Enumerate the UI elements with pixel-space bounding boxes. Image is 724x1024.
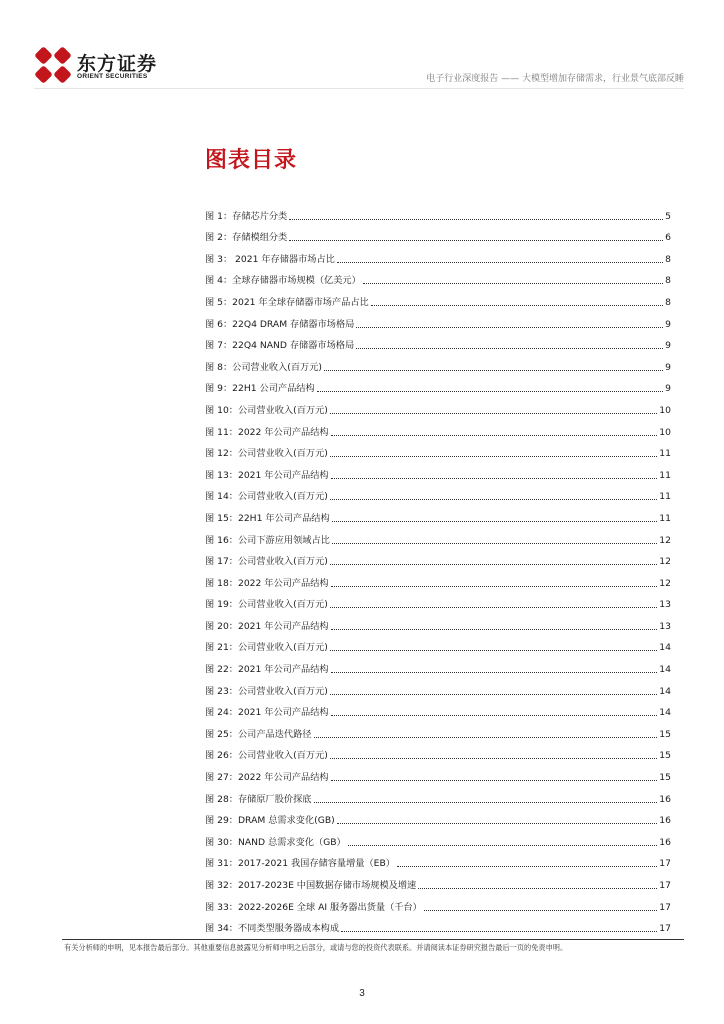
toc-entry[interactable] bbox=[205, 502, 671, 524]
toc-entry-label: 图 28：存储原厂股价探底 bbox=[205, 793, 312, 805]
toc-entry-page: 9 bbox=[665, 340, 671, 352]
toc-leader-dots bbox=[356, 347, 663, 349]
toc-leader-dots bbox=[330, 412, 657, 414]
toc-leader-dots bbox=[331, 477, 658, 479]
toc-entry-page: 15 bbox=[659, 728, 671, 740]
page-number: 3 bbox=[359, 988, 365, 999]
toc-entry-page: 12 bbox=[659, 577, 671, 589]
toc-entry[interactable] bbox=[205, 308, 671, 330]
toc-leader-dots bbox=[418, 887, 657, 889]
toc-entry[interactable] bbox=[205, 589, 671, 611]
toc-entry-label: 图 34：不同类型服务器成本构成 bbox=[205, 923, 340, 935]
toc-entry-page: 8 bbox=[665, 275, 671, 287]
toc-entry-page: 5 bbox=[665, 210, 671, 222]
toc-entry[interactable] bbox=[205, 869, 671, 891]
toc-entry-page: 12 bbox=[659, 556, 671, 568]
toc-entry-page: 11 bbox=[659, 469, 671, 481]
toc-leader-dots bbox=[356, 326, 663, 328]
toc-leader-dots bbox=[324, 369, 663, 371]
toc-entry[interactable] bbox=[205, 675, 671, 697]
toc-entry-page: 9 bbox=[665, 361, 671, 373]
table-of-figures bbox=[205, 200, 671, 934]
toc-leader-dots bbox=[363, 282, 663, 284]
toc-entry[interactable] bbox=[205, 373, 671, 395]
toc-entry-page: 8 bbox=[665, 253, 671, 265]
toc-leader-dots bbox=[341, 930, 657, 932]
toc-entry-label: 图 24：2021 年公司产品结构 bbox=[205, 707, 329, 719]
toc-entry-label: 图 6：22Q4 DRAM 存储器市场格局 bbox=[205, 318, 355, 330]
page-header bbox=[0, 0, 724, 100]
toc-entry-label: 图 19：公司营业收入(百万元) bbox=[205, 599, 328, 611]
toc-entry-page: 13 bbox=[659, 620, 671, 632]
toc-leader-dots bbox=[331, 434, 658, 436]
toc-entry-label: 图 7：22Q4 NAND 存储器市场格局 bbox=[205, 340, 355, 352]
toc-entry-page: 15 bbox=[659, 772, 671, 784]
toc-leader-dots bbox=[330, 498, 657, 500]
toc-leader-dots bbox=[289, 239, 663, 241]
toc-leader-dots bbox=[331, 585, 658, 587]
toc-leader-dots bbox=[314, 801, 658, 803]
toc-entry-page: 10 bbox=[659, 426, 671, 438]
toc-entry[interactable] bbox=[205, 783, 671, 805]
toc-leader-dots bbox=[332, 520, 658, 522]
toc-heading: 图表目录 bbox=[205, 148, 298, 173]
toc-leader-dots bbox=[330, 563, 657, 565]
toc-entry-page: 16 bbox=[659, 793, 671, 805]
toc-entry-page: 10 bbox=[659, 404, 671, 416]
toc-leader-dots bbox=[330, 757, 657, 759]
toc-entry-page: 9 bbox=[665, 383, 671, 395]
toc-entry[interactable] bbox=[205, 567, 671, 589]
toc-entry-label: 图 12：公司营业收入(百万元) bbox=[205, 448, 328, 460]
toc-entry[interactable] bbox=[205, 524, 671, 546]
toc-leader-dots bbox=[289, 218, 663, 220]
toc-entry[interactable] bbox=[205, 891, 671, 913]
toc-leader-dots bbox=[330, 649, 657, 651]
toc-entry[interactable] bbox=[205, 481, 671, 503]
toc-entry-label: 图 21：公司营业收入(百万元) bbox=[205, 642, 328, 654]
toc-entry-label: 图 8：公司营业收入(百万元) bbox=[205, 361, 322, 373]
toc-entry-label: 图 9：22H1 公司产品结构 bbox=[205, 383, 315, 395]
toc-leader-dots bbox=[330, 606, 657, 608]
toc-entry-page: 14 bbox=[659, 707, 671, 719]
toc-leader-dots bbox=[332, 542, 657, 544]
toc-entry-label: 图 27：2022 年公司产品结构 bbox=[205, 772, 329, 784]
toc-entry[interactable] bbox=[205, 438, 671, 460]
toc-entry-label: 图 25：公司产品迭代路径 bbox=[205, 728, 312, 740]
toc-leader-dots bbox=[337, 822, 658, 824]
toc-entry[interactable] bbox=[205, 632, 671, 654]
toc-leader-dots bbox=[337, 261, 663, 263]
toc-entry[interactable] bbox=[205, 761, 671, 783]
toc-entry-label: 图 22：2021 年公司产品结构 bbox=[205, 664, 329, 676]
toc-entry[interactable] bbox=[205, 265, 671, 287]
toc-entry-page: 15 bbox=[659, 750, 671, 762]
toc-entry[interactable] bbox=[205, 200, 671, 222]
toc-entry[interactable] bbox=[205, 459, 671, 481]
toc-leader-dots bbox=[348, 844, 658, 846]
toc-entry-label: 图 30：NAND 总需求变化（GB） bbox=[205, 836, 346, 848]
toc-entry-page: 16 bbox=[659, 836, 671, 848]
toc-leader-dots bbox=[314, 736, 658, 738]
toc-entry-page: 11 bbox=[659, 491, 671, 503]
orient-securities-logo-icon bbox=[34, 46, 72, 84]
toc-entry-page: 14 bbox=[659, 685, 671, 697]
toc-entry[interactable] bbox=[205, 222, 671, 244]
toc-entry[interactable] bbox=[205, 394, 671, 416]
toc-entry[interactable] bbox=[205, 416, 671, 438]
toc-entry-page: 14 bbox=[659, 642, 671, 654]
toc-entry-page: 12 bbox=[659, 534, 671, 546]
toc-entry-page: 14 bbox=[659, 664, 671, 676]
toc-leader-dots bbox=[331, 628, 658, 630]
toc-leader-dots bbox=[397, 865, 657, 867]
toc-entry[interactable] bbox=[205, 653, 671, 675]
toc-entry[interactable] bbox=[205, 351, 671, 373]
logo-english-name: ORIENT SECURITIES bbox=[77, 73, 148, 80]
logo-chinese-name: 东方证券 bbox=[77, 53, 158, 75]
toc-entry[interactable] bbox=[205, 913, 671, 935]
toc-entry-label: 图 23：公司营业收入(百万元) bbox=[205, 685, 328, 697]
toc-entry-page: 17 bbox=[659, 901, 671, 913]
toc-entry-label: 图 26：公司营业收入(百万元) bbox=[205, 750, 328, 762]
toc-entry-page: 17 bbox=[659, 923, 671, 935]
report-title: 电子行业深度报告 —— 大模型增加存储需求，行业景气底部反睡 bbox=[426, 74, 684, 84]
toc-leader-dots bbox=[330, 455, 657, 457]
toc-entry[interactable] bbox=[205, 848, 671, 870]
toc-entry-page: 17 bbox=[659, 858, 671, 870]
toc-entry[interactable] bbox=[205, 826, 671, 848]
toc-entry[interactable] bbox=[205, 697, 671, 719]
toc-entry[interactable] bbox=[205, 610, 671, 632]
toc-entry-page: 6 bbox=[665, 232, 671, 244]
toc-entry-page: 16 bbox=[659, 815, 671, 827]
toc-entry-label: 图 33：2022-2026E 全球 AI 服务器出货量（千台） bbox=[205, 901, 422, 913]
toc-entry-label: 图 3： 2021 年存储器市场占比 bbox=[205, 253, 335, 265]
toc-leader-dots bbox=[331, 714, 658, 716]
toc-leader-dots bbox=[331, 671, 658, 673]
toc-entry-label: 图 4：全球存储器市场规模（亿美元） bbox=[205, 275, 361, 287]
toc-entry[interactable] bbox=[205, 805, 671, 827]
footer-disclaimer: 有关分析师的申明，见本报告最后部分。其他重要信息披露见分析师申明之后部分，或请与您的投资代表联系。并请阅读本证券研究报告最后一页的免责申明。 bbox=[64, 943, 568, 952]
toc-entry-label: 图 2：存储模组分类 bbox=[205, 232, 288, 244]
toc-leader-dots bbox=[331, 779, 658, 781]
toc-entry-label: 图 32：2017-2023E 中国数据存储市场规模及增速 bbox=[205, 880, 417, 891]
toc-entry-label: 图 18：2022 年公司产品结构 bbox=[205, 577, 329, 589]
toc-entry-label: 图 1：存储芯片分类 bbox=[205, 210, 288, 222]
toc-leader-dots bbox=[371, 304, 663, 306]
toc-entry-label: 图 29：DRAM 总需求变化(GB) bbox=[205, 815, 335, 827]
header-divider bbox=[34, 88, 684, 89]
toc-entry-label: 图 5：2021 年全球存储器市场产品占比 bbox=[205, 296, 369, 308]
toc-entry-label: 图 17：公司营业收入(百万元) bbox=[205, 556, 328, 568]
toc-entry-label: 图 15：22H1 年公司产品结构 bbox=[205, 512, 330, 524]
toc-entry-page: 13 bbox=[659, 599, 671, 611]
toc-entry[interactable] bbox=[205, 718, 671, 740]
toc-entry-page: 11 bbox=[659, 448, 671, 460]
toc-entry[interactable] bbox=[205, 740, 671, 762]
toc-entry-label: 图 31：2017-2021 我国存储容量增量（EB） bbox=[205, 858, 395, 870]
toc-entry-page: 11 bbox=[659, 512, 671, 524]
toc-entry-label: 图 11：2022 年公司产品结构 bbox=[205, 426, 329, 438]
toc-entry-page: 17 bbox=[659, 880, 671, 891]
toc-entry[interactable] bbox=[205, 546, 671, 568]
toc-entry[interactable] bbox=[205, 286, 671, 308]
toc-entry-label: 图 10：公司营业收入(百万元) bbox=[205, 404, 328, 416]
toc-entry[interactable] bbox=[205, 330, 671, 352]
toc-entry-label: 图 13：2021 年公司产品结构 bbox=[205, 469, 329, 481]
toc-entry-label: 图 14：公司营业收入(百万元) bbox=[205, 491, 328, 503]
toc-entry-label: 图 16：公司下游应用领域占比 bbox=[205, 534, 330, 546]
toc-leader-dots bbox=[330, 693, 657, 695]
toc-entry[interactable] bbox=[205, 243, 671, 265]
toc-leader-dots bbox=[317, 390, 664, 392]
footer-divider bbox=[62, 939, 684, 940]
toc-entry-page: 9 bbox=[665, 318, 671, 330]
toc-leader-dots bbox=[424, 909, 657, 911]
toc-entry-label: 图 20：2021 年公司产品结构 bbox=[205, 620, 329, 632]
toc-entry-page: 8 bbox=[665, 296, 671, 308]
